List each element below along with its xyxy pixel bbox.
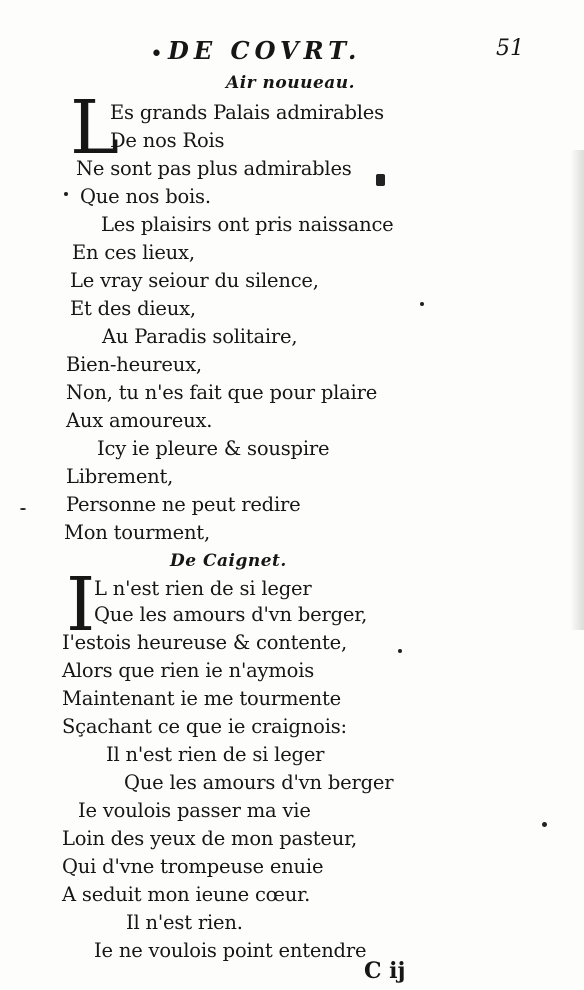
verse-line: Il n'est rien de si leger [106, 743, 325, 766]
ink-speck [398, 649, 402, 653]
page-number: 51 [496, 36, 524, 61]
verse-line: Le vray seiour du silence, [70, 269, 319, 292]
ink-speck [420, 302, 424, 306]
verse-line: Qui d'vne trompeuse enuie [62, 855, 324, 878]
drop-capital: L [70, 85, 120, 171]
poem-title: De Caignet. [170, 551, 287, 571]
catchword-signature: C ij [364, 958, 406, 984]
verse-line: Loin des yeux de mon pasteur, [62, 827, 358, 850]
page-edge-shadow [570, 150, 584, 630]
verse-line: Que nos bois. [80, 185, 211, 208]
verse-line: Es grands Palais admirables [110, 101, 384, 124]
verse-line: Ie voulois passer ma vie [78, 799, 311, 822]
verse-line: Mon tourment, [64, 521, 210, 544]
drop-capital: I [66, 562, 96, 648]
ink-speck [20, 508, 26, 510]
running-head: DE COVRT. [168, 36, 362, 65]
ink-speck [64, 192, 68, 196]
verse-line: Ie ne voulois point entendre [94, 939, 367, 962]
ink-blot [376, 174, 385, 186]
verse-line: Icy ie pleure & souspire [97, 437, 330, 460]
page-header [150, 36, 550, 72]
verse-line: Maintenant ie me tourmente [62, 687, 341, 710]
verse-line: Il n'est rien. [126, 911, 243, 934]
verse-line: Non, tu n'es fait que pour plaire [66, 381, 378, 404]
verse-line: En ces lieux, [72, 241, 195, 264]
verse-line: Aux amoureux. [66, 409, 213, 432]
verse-line: Alors que rien ie n'aymois [62, 659, 315, 682]
verse-line: Que les amours d'vn berger [124, 771, 394, 794]
ornament-mark: • [150, 42, 163, 67]
verse-line: Et des dieux, [70, 297, 196, 320]
verse-line: Au Paradis solitaire, [102, 325, 298, 348]
verse-line: I'estois heureuse & contente, [62, 631, 347, 654]
ink-speck [542, 822, 547, 827]
verse-line: L n'est rien de si leger [94, 577, 312, 600]
verse-line: De nos Rois [110, 129, 225, 152]
verse-line: Que les amours d'vn berger, [94, 603, 368, 626]
poem-title: Air nouueau. [226, 73, 356, 93]
verse-line: Les plaisirs ont pris naissance [101, 213, 394, 236]
verse-line: Bien-heureux, [66, 353, 202, 376]
verse-line: Librement, [66, 465, 174, 488]
verse-line: A seduit mon ieune cœur. [62, 883, 311, 906]
verse-line: Sçachant ce que ie craignois: [62, 715, 347, 738]
verse-line: Ne sont pas plus admirables [76, 157, 352, 180]
verse-line: Personne ne peut redire [66, 493, 301, 516]
